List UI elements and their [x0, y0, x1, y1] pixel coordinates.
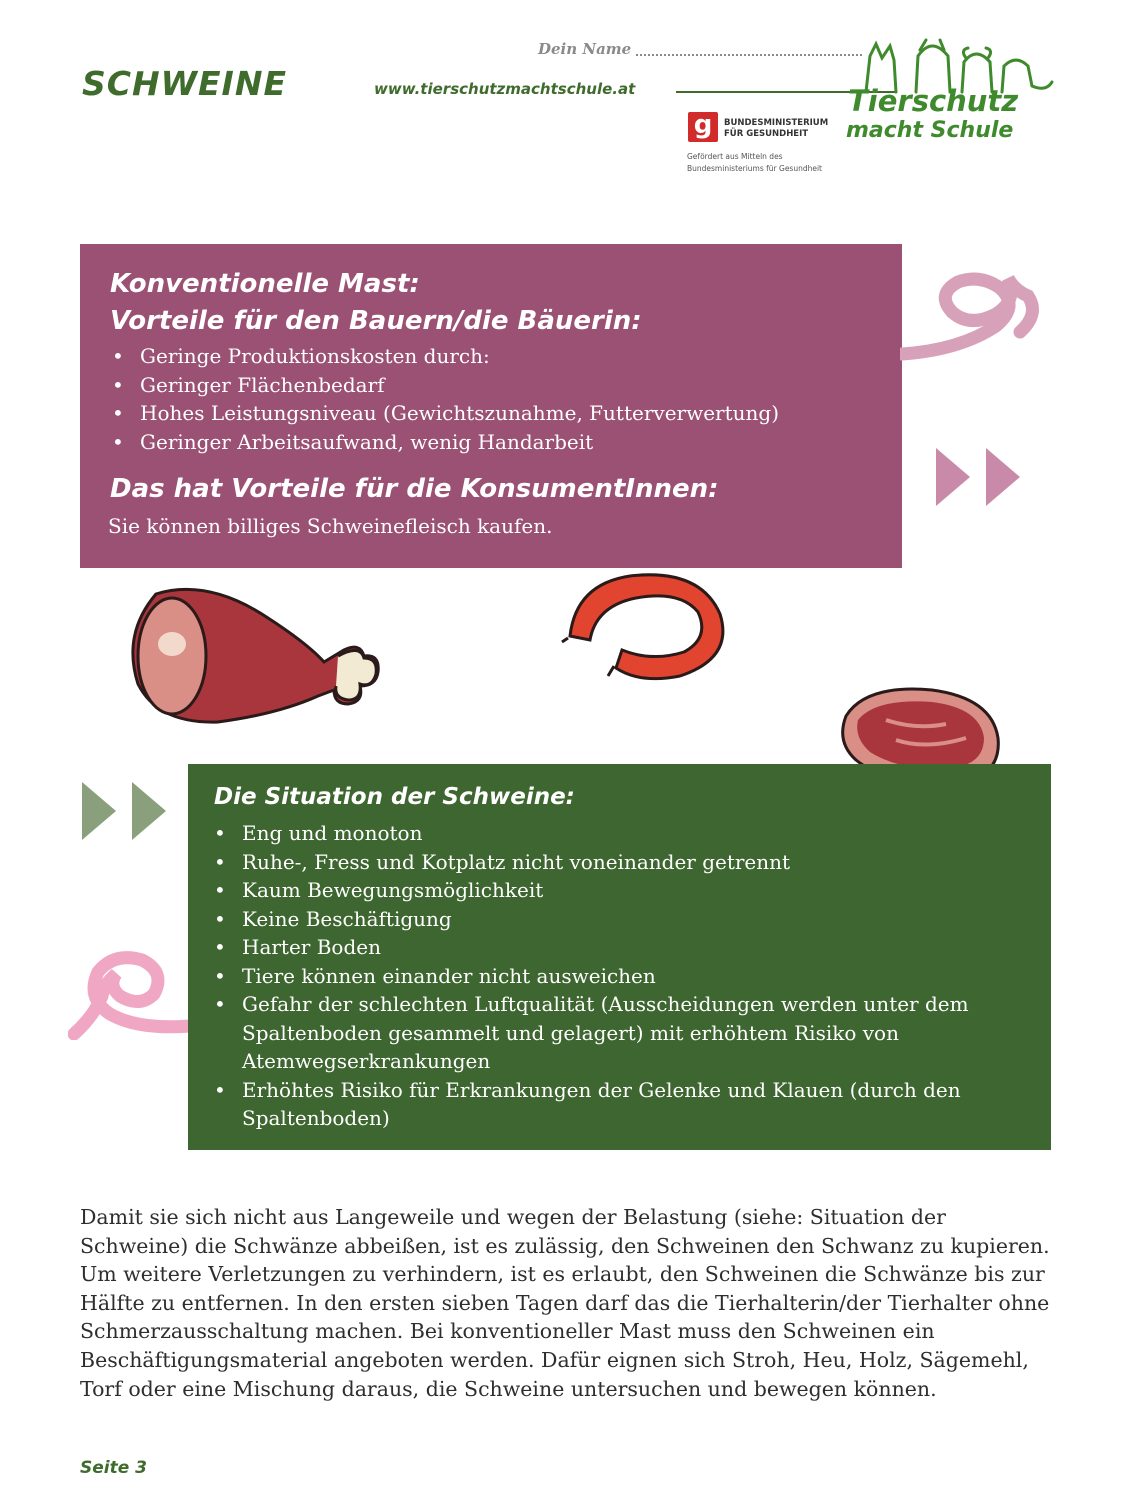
brand-name-line2: macht Schule — [846, 118, 1014, 143]
pig-tail-icon — [68, 944, 192, 1040]
sausage-icon — [560, 554, 744, 686]
name-label: Dein Name — [538, 40, 632, 58]
consumer-heading: Das hat Vorteile für die KonsumentInnen: — [110, 474, 719, 504]
double-arrow-icon — [934, 446, 1024, 508]
list-item: • Harter Boden — [214, 933, 1014, 962]
funding-note-line1: Gefördert aus Mitteln des — [687, 152, 783, 161]
brand-name-line1: Tierschutz — [848, 84, 1019, 118]
list-item: • Ruhe-, Fress und Kotplatz nicht voneinander getrennt — [214, 848, 1014, 877]
list-item: • Geringer Flächenbedarf — [112, 371, 779, 400]
funding-note — [687, 151, 822, 175]
mast-heading-line1: Konventionelle Mast: — [110, 269, 420, 299]
mast-heading-line2: Vorteile für den Bauern/die Bäuerin: — [110, 306, 642, 336]
list-item: • Hohes Leistungsniveau (Gewichtszunahme, Futterverwertung) — [112, 399, 779, 428]
double-arrow-icon — [80, 780, 170, 842]
page-number: Seite 3 — [80, 1458, 148, 1478]
pig-tail-icon — [900, 266, 1046, 366]
funding-note-line2: Bundesministeriums für Gesundheit — [687, 164, 822, 173]
list-item: • Eng und monoton — [214, 819, 1014, 848]
situation-box — [188, 764, 1051, 1150]
mast-advantages-list — [112, 342, 779, 456]
body-paragraph: Damit sie sich nicht aus Langeweile und wegen der Belastung (siehe: Situation der Schweine) die Schwänze abbeißen, ist es zulässig, den Schweinen den Schwanz zu kupieren. Um weitere Verletzungen zu verhindern, ist es erlaubt, den Schweinen die Schwänze bis zur Hälfte zu entfernen. In den ersten sieben Tagen darf das die Tierhalterin/der Tierhalter ohne Schmerzausschaltung machen. Bei konventioneller Mast muss den Schweinen ein Beschäftigungsmaterial angeboten werden. Dafür eignen sich Stroh, Heu, Holz, Sägemehl, Torf oder eine Mischung daraus, die Schweine untersuchen und bewegen können. — [80, 1205, 1050, 1401]
situation-list — [214, 819, 1014, 1133]
page-title: SCHWEINE — [82, 64, 287, 103]
website-link[interactable]: www.tierschutzmachtschule.at — [374, 80, 636, 98]
ministry-name-line1: BUNDESMINISTERIUM — [724, 118, 829, 128]
list-item: • Erhöhtes Risiko für Erkrankungen der Gelenke und Klauen (durch den Spaltenboden) — [214, 1076, 1014, 1133]
ham-icon — [128, 584, 398, 730]
ministry-logo-icon: g — [688, 112, 718, 142]
mast-heading — [110, 266, 642, 340]
list-item: • Tiere können einander nicht ausweichen — [214, 962, 1014, 991]
list-item: • Kaum Bewegungsmöglichkeit — [214, 876, 1014, 905]
list-item: • Keine Beschäftigung — [214, 905, 1014, 934]
ministry-name — [724, 118, 828, 140]
ministry-name-line2: FÜR GESUNDHEIT — [724, 129, 809, 139]
situation-heading: Die Situation der Schweine: — [214, 784, 575, 810]
list-item: • Geringer Arbeitsaufwand, wenig Handarbeit — [112, 428, 779, 457]
list-item: • Geringe Produktionskosten durch: — [112, 342, 779, 371]
list-item: • Gefahr der schlechten Luftqualität (Ausscheidungen werden unter dem Spaltenboden gesammelt und gelagert) mit erhöhtem Risiko von Atemwegserkrankungen — [214, 990, 1014, 1076]
mast-advantages-box — [80, 244, 902, 568]
consumer-text: Sie können billiges Schweinefleisch kaufen. — [108, 514, 553, 538]
name-field-line[interactable] — [636, 54, 862, 56]
